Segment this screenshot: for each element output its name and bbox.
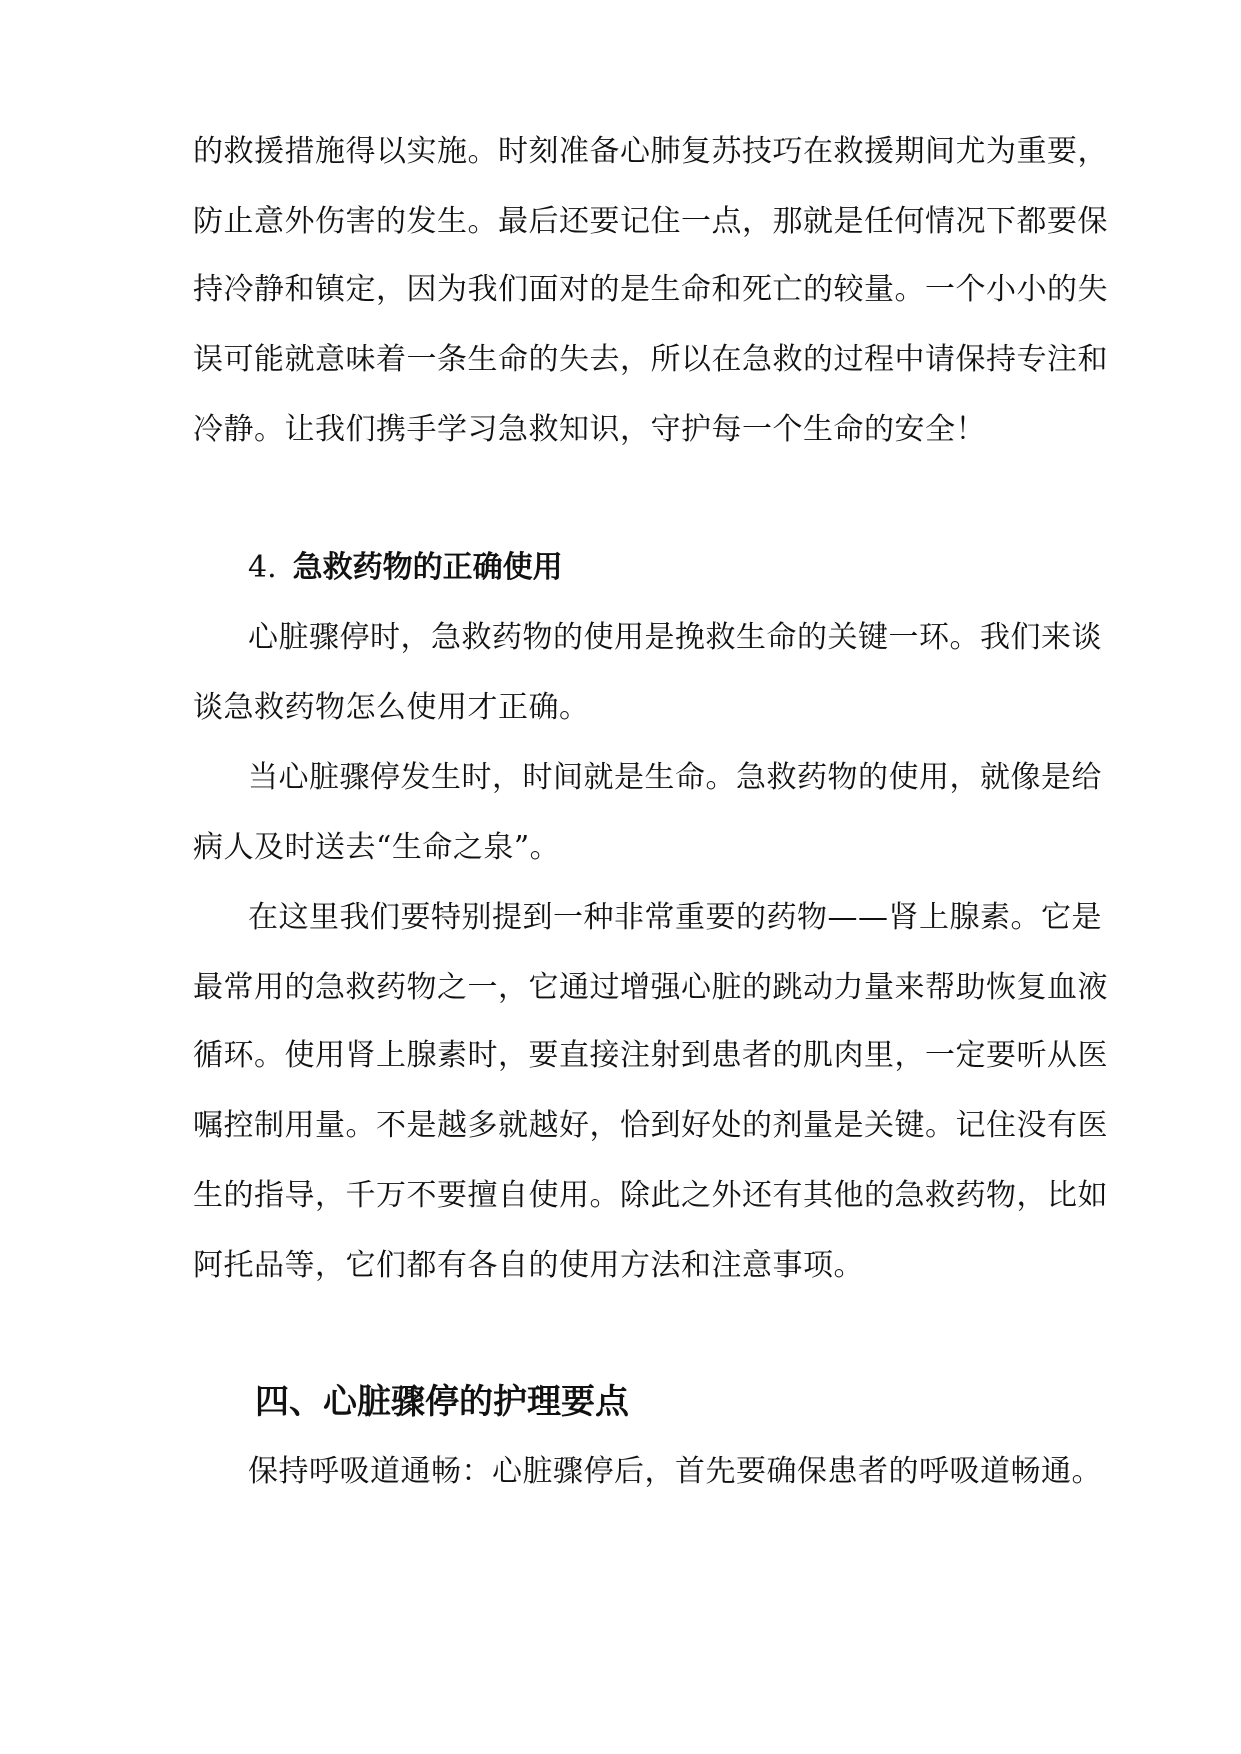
text-line: 生的指导，千万不要擅自使用。除此之外还有其他的急救药物，比如 — [193, 1178, 1108, 1213]
text-line: 谈急救药物怎么使用才正确。 — [193, 690, 590, 725]
text-line: 保持呼吸道通畅：心脏骤停后，首先要确保患者的呼吸道畅通。 — [248, 1454, 1102, 1489]
text-line: 当心脏骤停发生时，时间就是生命。急救药物的使用，就像是给 — [248, 760, 1102, 795]
text-line: 阿托品等，它们都有各自的使用方法和注意事项。 — [193, 1248, 864, 1283]
text-line: 误可能就意味着一条生命的失去，所以在急救的过程中请保持专注和 — [193, 342, 1108, 377]
text-line: 心脏骤停时，急救药物的使用是挽救生命的关键一环。我们来谈 — [248, 620, 1102, 655]
text-line: 病人及时送去“生命之泉”。 — [193, 830, 561, 865]
text-line: 嘱控制用量。不是越多就越好，恰到好处的剂量是关键。记住没有医 — [193, 1108, 1108, 1143]
section-number: 4. — [248, 550, 277, 585]
section-title: 急救药物的正确使用 — [292, 550, 563, 585]
text-line: 循环。使用肾上腺素时，要直接注射到患者的肌肉里，一定要听从医 — [193, 1038, 1108, 1073]
section-4-heading — [248, 548, 563, 588]
chapter-heading: 四、心脏骤停的护理要点 — [255, 1382, 629, 1422]
text-line: 冷静。让我们携手学习急救知识，守护每一个生命的安全！ — [193, 412, 986, 447]
text-line: 最常用的急救药物之一，它通过增强心脏的跳动力量来帮助恢复血液 — [193, 970, 1108, 1005]
text-line: 防止意外伤害的发生。最后还要记住一点，那就是任何情况下都要保 — [193, 204, 1108, 239]
text-line: 持冷静和镇定，因为我们面对的是生命和死亡的较量。一个小小的失 — [193, 272, 1108, 307]
text-line: 在这里我们要特别提到一种非常重要的药物——肾上腺素。它是 — [248, 900, 1102, 935]
text-line: 的救援措施得以实施。时刻准备心肺复苏技巧在救援期间尤为重要， — [193, 134, 1108, 169]
